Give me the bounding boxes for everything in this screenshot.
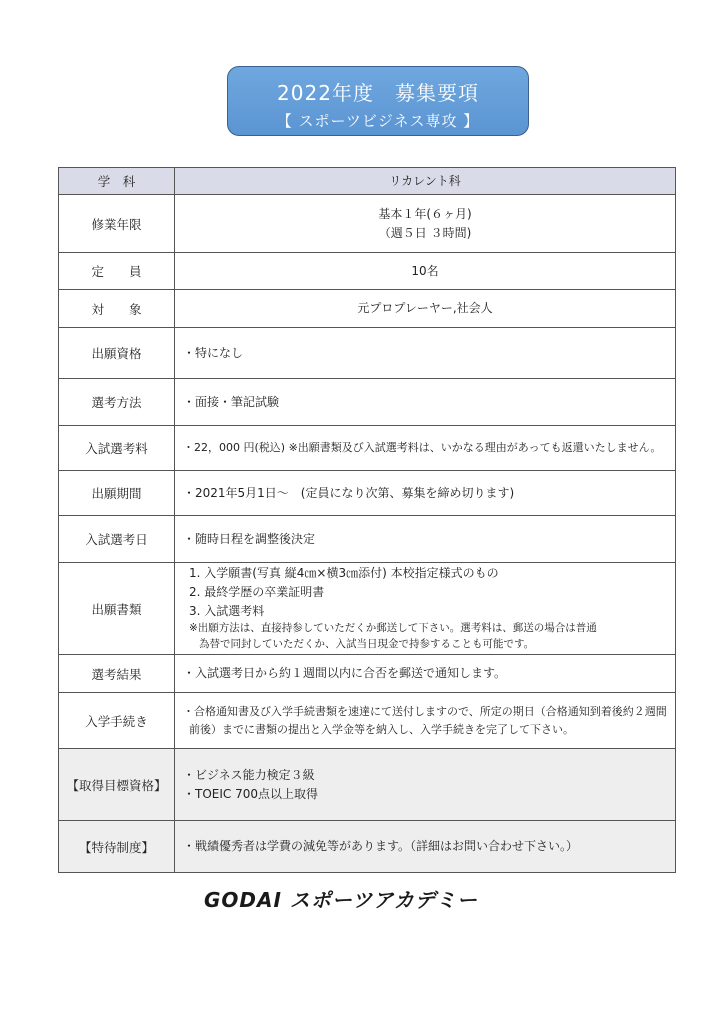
qualification-value: ・特になし <box>175 328 676 379</box>
documents-note-2: 為替で同封していただくか、入試当日現金で持参することも可能です。 <box>199 638 535 651</box>
qualification-label: 出願資格 <box>59 328 175 379</box>
documents-item-2: 2. 最終学歴の卒業証明書 <box>189 584 325 599</box>
period-value <box>175 195 676 253</box>
period-line2: （週５日 ３時間) <box>378 225 472 240</box>
period-line1: 基本１年(６ヶ月) <box>378 206 472 221</box>
page-subtitle: 【 スポーツビジネス専攻 】 <box>276 112 480 130</box>
row-application-period <box>59 471 676 516</box>
documents-value <box>175 563 676 655</box>
row-special <box>59 821 676 873</box>
special-value: ・戦績優秀者は学費の減免等があります。（詳細はお問い合わせ下さい。） <box>175 821 676 873</box>
result-label: 選考結果 <box>59 655 175 693</box>
capacity-label: 定 員 <box>59 253 175 290</box>
target-cert-value <box>175 749 676 821</box>
row-department <box>59 168 676 195</box>
fee-label: 入試選考料 <box>59 426 175 471</box>
documents-label: 出願書類 <box>59 563 175 655</box>
page-title: 2022年度 募集要項 <box>277 81 479 105</box>
row-documents <box>59 563 676 655</box>
godai-logo: GODAI スポーツアカデミー <box>204 888 478 912</box>
department-value: リカレント科 <box>175 168 676 195</box>
row-capacity <box>59 253 676 290</box>
row-period <box>59 195 676 253</box>
row-qualification <box>59 328 676 379</box>
selection-value: ・面接・筆記試験 <box>175 379 676 426</box>
period-label: 修業年限 <box>59 195 175 253</box>
exam-date-value: ・随時日程を調整後決定 <box>175 516 676 563</box>
target-label: 対 象 <box>59 290 175 328</box>
target-cert-label: 【取得目標資格】 <box>59 749 175 821</box>
target-cert-line-1: ・ビジネス能力検定３級 <box>183 767 315 782</box>
enrollment-value <box>175 693 676 749</box>
documents-note-1: ※出願方法は、直接持参していただくか郵送して下さい。選考料は、郵送の場合は普通 <box>189 622 597 635</box>
row-target-certification <box>59 749 676 821</box>
department-label: 学 科 <box>59 168 175 195</box>
row-target <box>59 290 676 328</box>
documents-item-3: 3. 入試選考料 <box>189 603 265 618</box>
application-period-label: 出願期間 <box>59 471 175 516</box>
fee-value: ・22，000 円(税込) ※出願書類及び入試選考料は、いかなる理由があっても返還いたしません。 <box>175 426 676 471</box>
documents-item-1: 1. 入学願書(写真 縦4㎝×横3㎝添付) 本校指定様式のもの <box>189 566 499 581</box>
row-fee <box>59 426 676 471</box>
enrollment-line-1: ・合格通知書及び入学手続書類を速達にて送付しますので、所定の期日（合格通知到着後約２週間 <box>183 705 667 719</box>
row-exam-date <box>59 516 676 563</box>
enrollment-line-2: 前後）までに書類の提出と入学金等を納入し、入学手続きを完了して下さい。 <box>189 722 574 736</box>
result-value: ・入試選考日から約１週間以内に合否を郵送で通知します。 <box>175 655 676 693</box>
row-enrollment <box>59 693 676 749</box>
row-selection <box>59 379 676 426</box>
special-label: 【特待制度】 <box>59 821 175 873</box>
title-banner <box>227 66 529 136</box>
capacity-value: 10名 <box>175 253 676 290</box>
exam-date-label: 入試選考日 <box>59 516 175 563</box>
admission-table <box>58 167 676 873</box>
selection-label: 選考方法 <box>59 379 175 426</box>
application-period-value: ・2021年5月1日～ (定員になり次第、募集を締め切ります) <box>175 471 676 516</box>
target-value: 元プロプレーヤー,社会人 <box>175 290 676 328</box>
target-cert-line-2: ・TOEIC 700点以上取得 <box>183 786 318 801</box>
row-result <box>59 655 676 693</box>
enrollment-label: 入学手続き <box>59 693 175 749</box>
